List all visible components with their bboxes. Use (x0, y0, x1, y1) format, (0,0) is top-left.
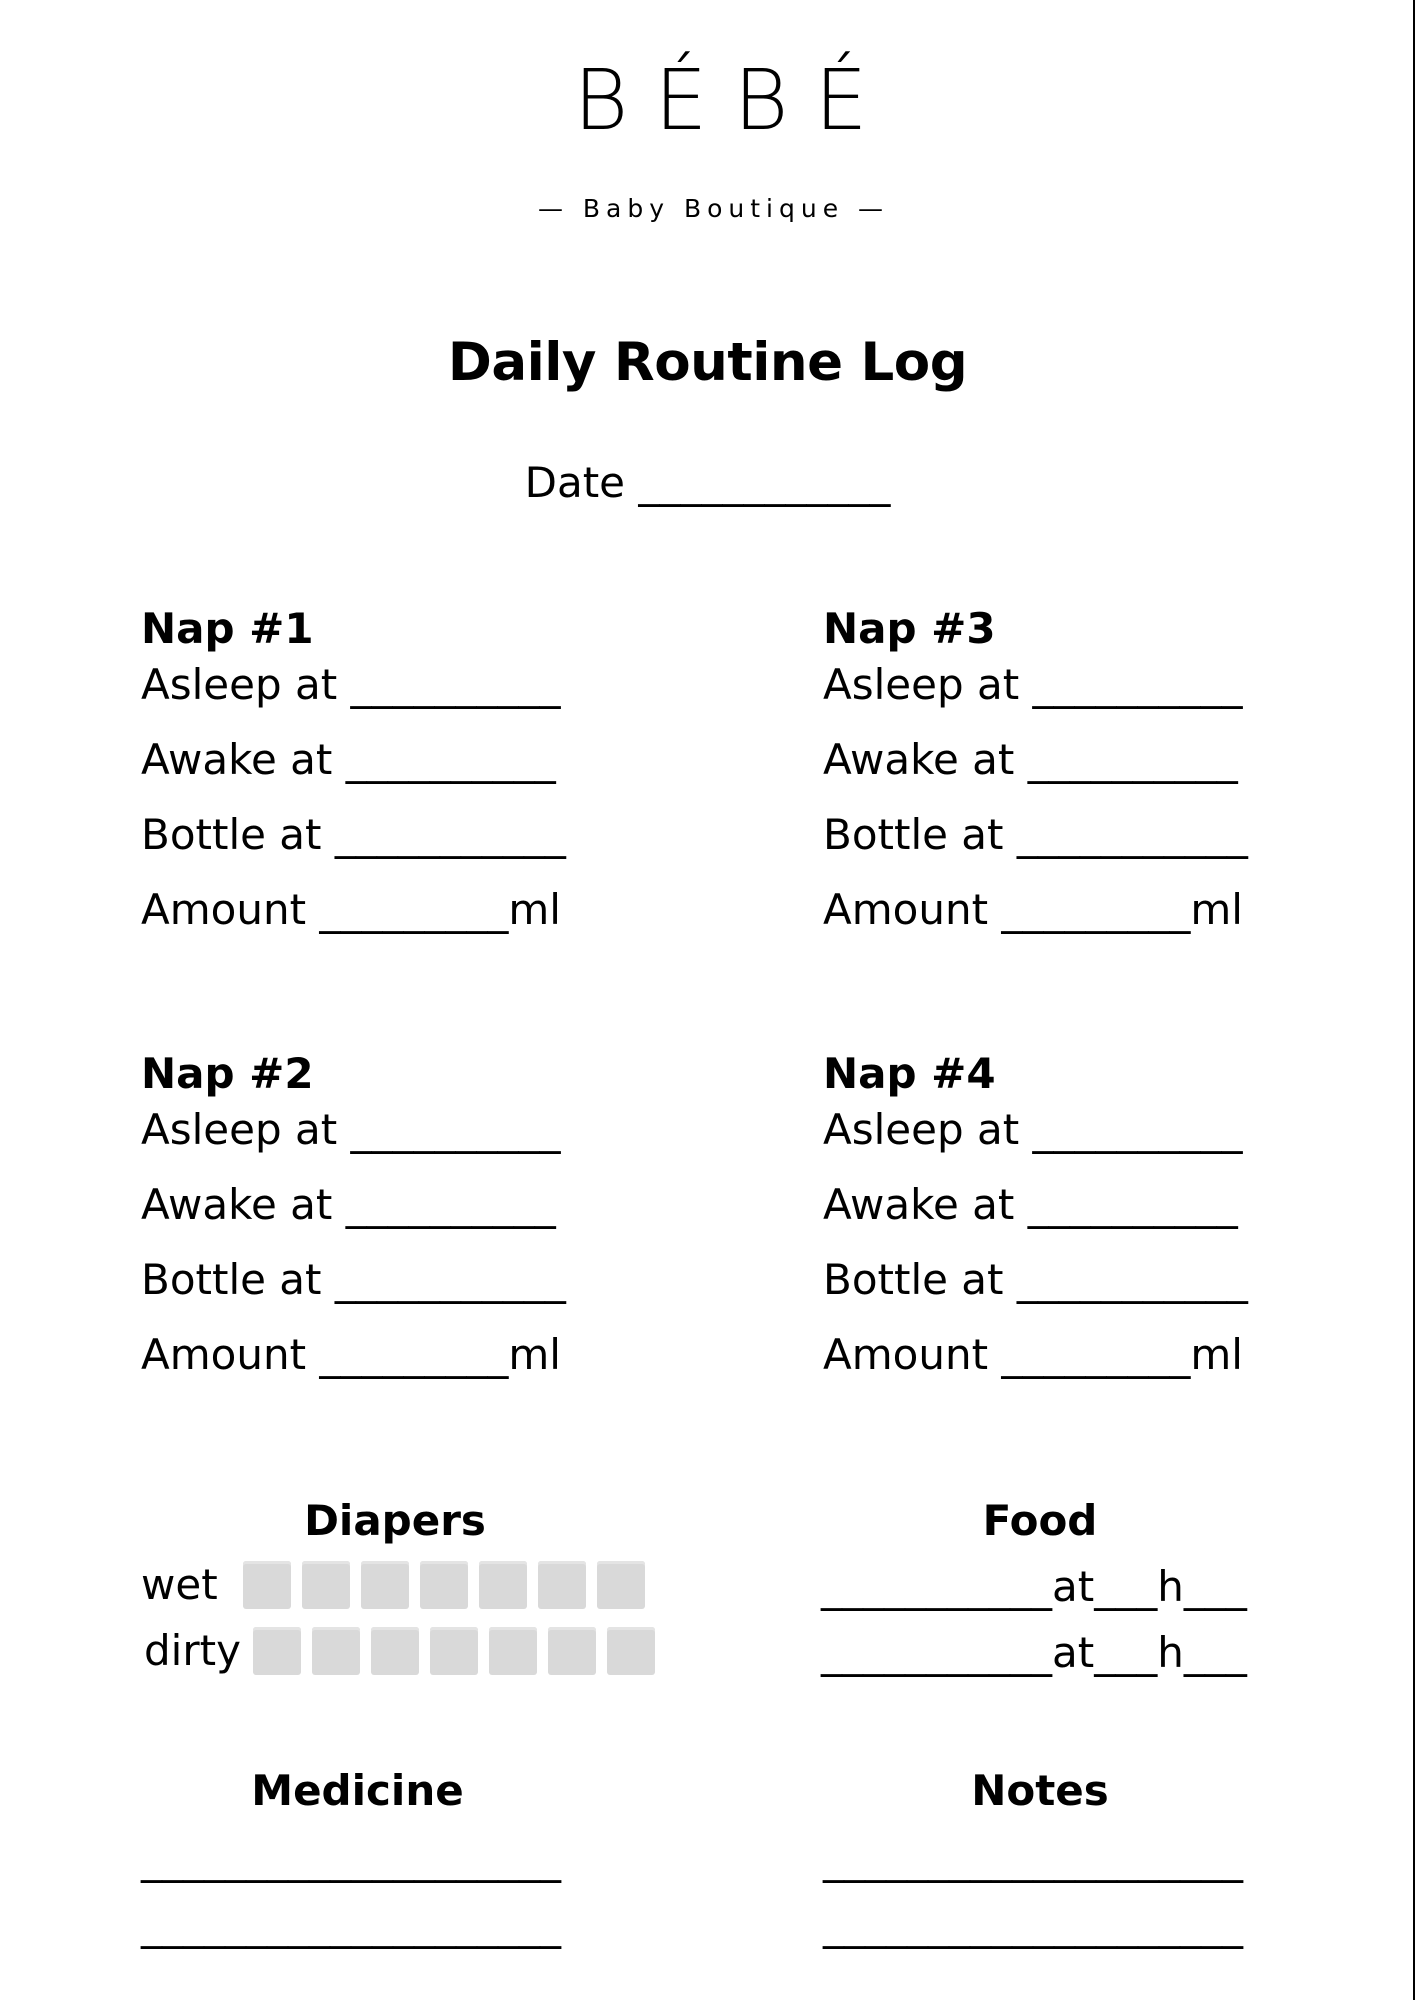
amount-field[interactable]: Amount _________ml (823, 885, 1243, 934)
nap-1-section (141, 604, 621, 964)
diapers-title: Diapers (304, 1496, 486, 1545)
date-field[interactable] (0, 458, 1415, 507)
brand-tagline: — Baby Boutique — (537, 194, 890, 223)
medicine-title: Medicine (251, 1766, 464, 1815)
dirty-checkbox[interactable] (253, 1627, 301, 1675)
food-title: Food (982, 1496, 1098, 1545)
dirty-checkbox[interactable] (430, 1627, 478, 1675)
amount-field[interactable]: Amount _________ml (141, 885, 561, 934)
dirty-checkbox[interactable] (607, 1627, 655, 1675)
diaper-wet-row (141, 1561, 656, 1609)
wet-checkbox[interactable] (361, 1561, 409, 1609)
wet-label: wet (141, 1560, 218, 1609)
nap-4-section (823, 1049, 1303, 1409)
awake-field[interactable]: Awake at __________ (141, 735, 556, 784)
wet-checkbox[interactable] (420, 1561, 468, 1609)
asleep-field[interactable]: Asleep at __________ (823, 660, 1243, 709)
diaper-dirty-row (144, 1627, 666, 1675)
medicine-entry-field[interactable]: ____________________ (141, 1834, 561, 1883)
wet-checkbox[interactable] (597, 1561, 645, 1609)
wet-checkbox[interactable] (479, 1561, 527, 1609)
food-entry-field[interactable]: ___________at___h___ (821, 1628, 1247, 1677)
amount-field[interactable]: Amount _________ml (823, 1330, 1243, 1379)
bottle-field[interactable]: Bottle at ___________ (141, 810, 566, 859)
date-label: Date (524, 458, 626, 507)
asleep-field[interactable]: Asleep at __________ (823, 1105, 1243, 1154)
dirty-checkbox[interactable] (489, 1627, 537, 1675)
nap-title: Nap #4 (823, 1049, 996, 1098)
asleep-field[interactable]: Asleep at __________ (141, 1105, 561, 1154)
bottle-field[interactable]: Bottle at ___________ (823, 1255, 1248, 1304)
notes-title: Notes (971, 1766, 1109, 1815)
nap-title: Nap #2 (141, 1049, 314, 1098)
amount-field[interactable]: Amount _________ml (141, 1330, 561, 1379)
awake-field[interactable]: Awake at __________ (141, 1180, 556, 1229)
date-blank[interactable]: ____________ (638, 458, 891, 507)
food-entry-field[interactable]: ___________at___h___ (821, 1562, 1247, 1611)
notes-entry-field[interactable]: ____________________ (823, 1834, 1243, 1883)
brand-logo: BÉBÉ (573, 51, 894, 149)
bottle-field[interactable]: Bottle at ___________ (141, 1255, 566, 1304)
wet-checkbox[interactable] (243, 1561, 291, 1609)
awake-field[interactable]: Awake at __________ (823, 735, 1238, 784)
asleep-field[interactable]: Asleep at __________ (141, 660, 561, 709)
nap-2-section (141, 1049, 621, 1409)
nap-title: Nap #1 (141, 604, 314, 653)
notes-entry-field[interactable]: ____________________ (823, 1900, 1243, 1949)
dirty-checkbox[interactable] (371, 1627, 419, 1675)
dirty-label: dirty (144, 1626, 241, 1675)
wet-checkbox[interactable] (538, 1561, 586, 1609)
nap-3-section (823, 604, 1303, 964)
nap-title: Nap #3 (823, 604, 996, 653)
wet-checkbox[interactable] (302, 1561, 350, 1609)
awake-field[interactable]: Awake at __________ (823, 1180, 1238, 1229)
bottle-field[interactable]: Bottle at ___________ (823, 810, 1248, 859)
medicine-entry-field[interactable]: ____________________ (141, 1900, 561, 1949)
page-title: Daily Routine Log (447, 332, 968, 393)
dirty-checkbox[interactable] (312, 1627, 360, 1675)
dirty-checkbox[interactable] (548, 1627, 596, 1675)
